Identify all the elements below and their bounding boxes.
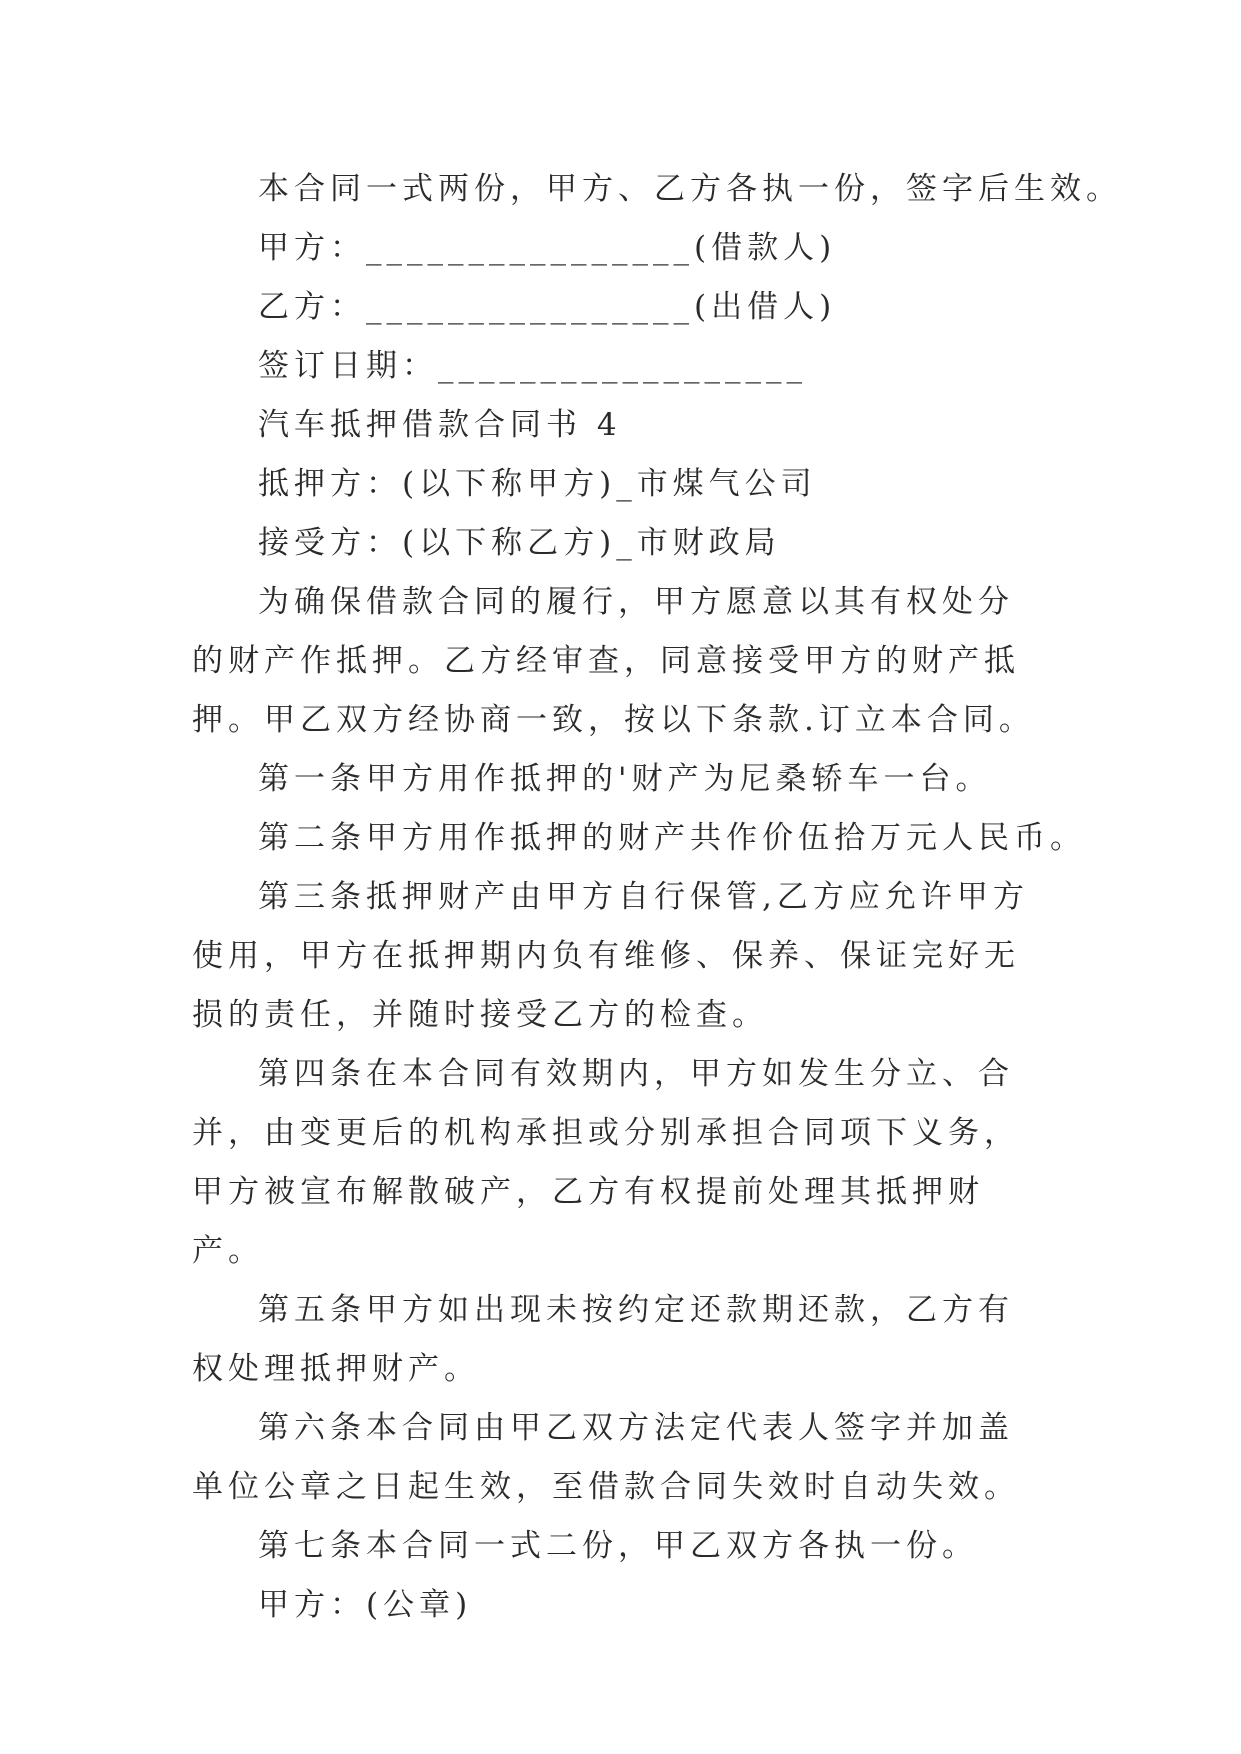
- paragraph-article-5: 第五条甲方如出现未按约定还款期还款，乙方有权处理抵押财产。: [192, 1292, 1014, 1387]
- paragraph-preamble: 为确保借款合同的履行，甲方愿意以其有权处分的财产作抵押。乙方经审查，同意接受甲方的财产抵押。甲乙双方经协商一致，按以下条款.订立本合同。: [192, 584, 1035, 738]
- paragraph-article-4: 第四条在本合同有效期内，甲方如发生分立、合并，由变更后的机构承担或分别承担合同项下义务，甲方被宣布解散破产，乙方有权提前处理其抵押财产。: [192, 1056, 1020, 1269]
- document-body: [192, 160, 1122, 1635]
- paragraph-article-2: 第二条甲方用作抵押的财产共作价伍拾万元人民币。: [258, 820, 1086, 856]
- paragraph-article-7: 第七条本合同一式二份，甲乙双方各执一份。: [258, 1528, 978, 1564]
- document-section-title: 汽车抵押借款合同书 4: [258, 407, 622, 443]
- paragraph-article-6: 第六条本合同由甲乙双方法定代表人签字并加盖单位公章之日起生效，至借款合同失效时自动失效。: [192, 1410, 1020, 1505]
- paragraph-mortgagee: 接受方：(以下称乙方)_市财政局: [258, 525, 781, 561]
- paragraph-party-b-lender: 乙方：________________(出借人): [258, 289, 837, 325]
- paragraph-party-a-borrower: 甲方：________________(借款人): [258, 230, 837, 266]
- paragraph-copies-clause: 本合同一式两份，甲方、乙方各执一份，签字后生效。: [258, 171, 1122, 207]
- paragraph-mortgagor: 抵押方：(以下称甲方)_市煤气公司: [258, 466, 817, 502]
- paragraph-party-a-seal: 甲方：(公章): [258, 1587, 473, 1623]
- paragraph-article-1: 第一条甲方用作抵押的'财产为尼桑轿车一台。: [258, 761, 992, 797]
- paragraph-article-3: 第三条抵押财产由甲方自行保管,乙方应允许甲方使用，甲方在抵押期内负有维修、保养、保证完好无损的责任，并随时接受乙方的检查。: [192, 879, 1029, 1033]
- paragraph-signing-date: 签订日期：__________________: [258, 348, 807, 384]
